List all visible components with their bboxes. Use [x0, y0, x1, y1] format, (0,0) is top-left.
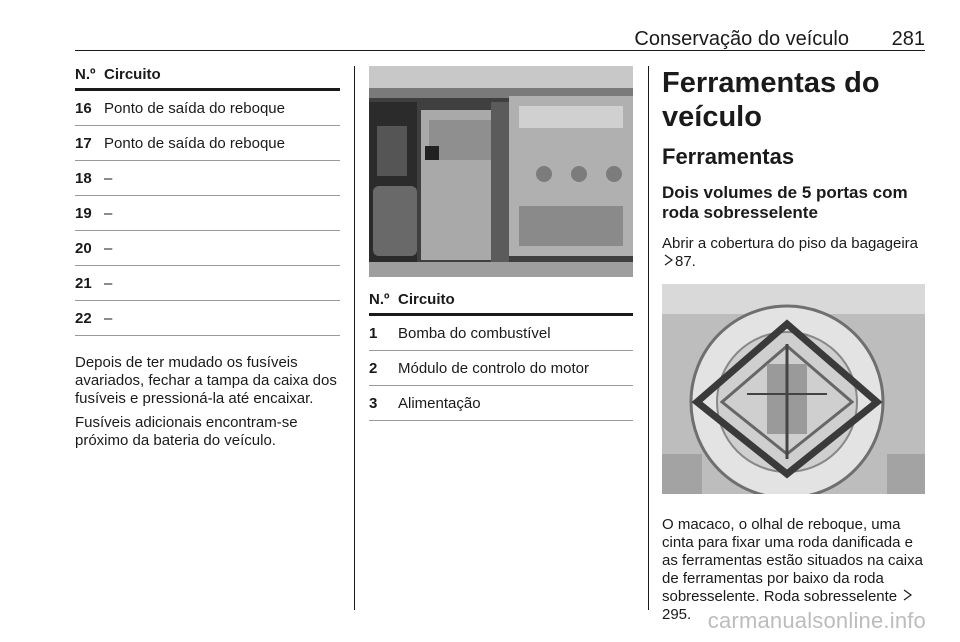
row-num: 2 [369, 351, 398, 386]
section-title: Conservação do veículo [634, 28, 849, 50]
table-row [369, 386, 633, 421]
col-header-circuit: Circuito [398, 291, 633, 315]
page-reference[interactable]: 87. [675, 253, 696, 270]
row-label: – [104, 266, 340, 301]
table-header-row [75, 66, 340, 90]
page-reference-icon [664, 253, 673, 271]
col-header-circuit: Circuito [104, 66, 340, 90]
instruction-text: Abrir a cobertura do piso da bagageira [662, 235, 918, 252]
row-label: – [104, 196, 340, 231]
chapter-heading: Ferramentas do veículo [662, 67, 880, 133]
row-label: – [104, 301, 340, 336]
table-row [75, 161, 340, 196]
table-row [75, 126, 340, 161]
page-header [75, 26, 925, 51]
row-num: 20 [75, 231, 104, 266]
table-row [75, 301, 340, 336]
row-num: 19 [75, 196, 104, 231]
row-num: 1 [369, 315, 398, 351]
table-row [75, 231, 340, 266]
row-num: 21 [75, 266, 104, 301]
column-left [75, 66, 340, 450]
note-paragraph: Fusíveis adicionais encontram-se próximo da bateria do veículo. [75, 414, 298, 449]
fuse-table-engine [369, 291, 633, 421]
table-row [75, 266, 340, 301]
row-label: Ponto de saída do reboque [104, 90, 340, 126]
page-reference-icon [903, 588, 912, 606]
instruction-paragraph: Depois de ter mudado os fusíveis avariados, fechar a tampa da caixa dos fusíveis e pressioná-la até encaixar. [75, 354, 337, 407]
table-row [369, 351, 633, 386]
table-row [75, 90, 340, 126]
row-label: Bomba do combustível [398, 315, 633, 351]
section-heading: Ferramentas [662, 144, 795, 169]
column-middle [369, 66, 633, 421]
column-divider [648, 66, 649, 610]
column-divider [354, 66, 355, 610]
page-reference[interactable]: 295. [662, 606, 692, 623]
table-row [75, 196, 340, 231]
description-text: O macaco, o olhal de reboque, uma cinta para fixar uma roda danificada e as ferramentas estão situados na caixa de ferramentas por baixo da roda sobresselente. Roda sobresselente [662, 516, 923, 605]
table-header-row [369, 291, 633, 315]
row-label: Ponto de saída do reboque [104, 126, 340, 161]
row-label: Módulo de controlo do motor [398, 351, 633, 386]
column-right [662, 66, 925, 624]
page-number: 281 [891, 28, 925, 50]
row-label: Alimentação [398, 386, 633, 421]
table-row [369, 315, 633, 351]
instruction-paragraph [662, 235, 925, 271]
row-num: 18 [75, 161, 104, 196]
fuse-box-photo [369, 66, 633, 277]
watermark: carmanualsonline.info [707, 608, 926, 633]
row-num: 17 [75, 126, 104, 161]
row-num: 16 [75, 90, 104, 126]
fuse-table-continued [75, 66, 340, 336]
row-num: 3 [369, 386, 398, 421]
row-num: 22 [75, 301, 104, 336]
spare-wheel-tools-photo [662, 284, 925, 494]
subsection-heading: Dois volumes de 5 portas com roda sobresselente [662, 183, 908, 222]
col-header-num: N.º [369, 291, 398, 315]
col-header-num: N.º [75, 66, 104, 90]
row-label: – [104, 161, 340, 196]
row-label: – [104, 231, 340, 266]
